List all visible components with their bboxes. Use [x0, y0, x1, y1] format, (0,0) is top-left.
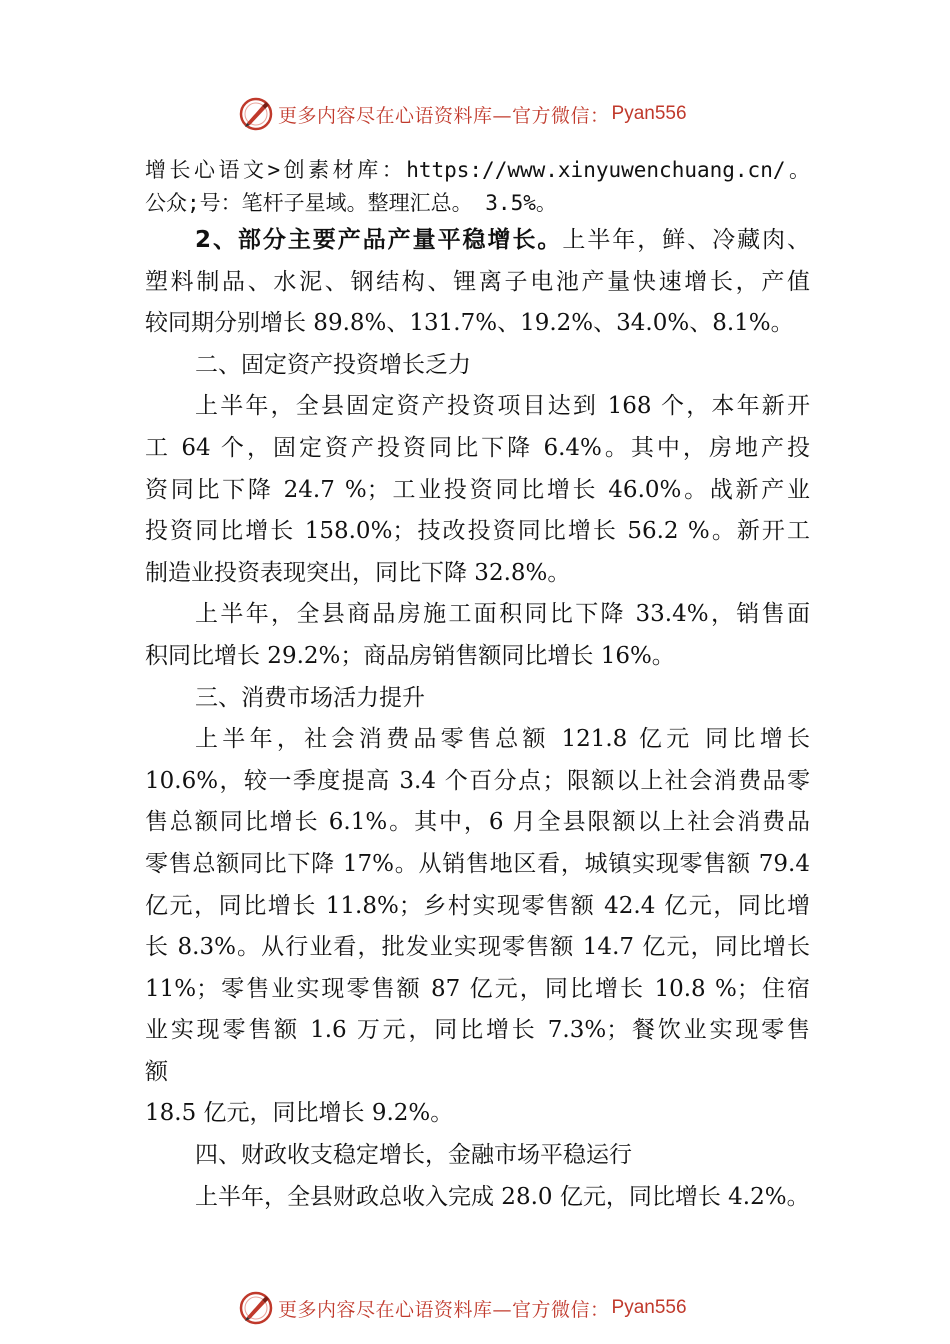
text-line: 塑料制品、水泥、钢结构、锂离子电池产量快速增长，产值: [145, 268, 810, 295]
text-line: 工 64 个，固定资产投资同比下降 6.4%。其中，房地产投: [145, 434, 810, 461]
header-wechat-id: Pyan556: [611, 103, 687, 124]
section-heading: 三、消费市场活力提升: [195, 684, 425, 711]
document-body: [145, 154, 810, 1218]
header-banner: [238, 94, 758, 134]
text-line: 上半年，社会消费品零售总额 121.8 亿元 同比增长: [195, 726, 810, 753]
text-line: [145, 220, 810, 262]
text-line: 业实现零售额 1.6 万元，同比增长 7.3%；餐饮业实现零售: [145, 1017, 810, 1044]
text-line: 18.5 亿元，同比增长 9.2%。: [145, 1100, 454, 1127]
text-line: 上半年，全县财政总收入完成 28.0 亿元，同比增长 4.2%。: [195, 1183, 810, 1210]
pen-logo-icon: [238, 96, 274, 132]
text-line: 投资同比增长 158.0%；技改投资同比增长 56.2 %。新开工: [145, 518, 810, 545]
footer-banner: [238, 1288, 758, 1328]
section-heading: 二、固定资产投资增长乏力: [195, 351, 471, 378]
text-line: 上半年，全县商品房施工面积同比下降 33.4%，销售面: [195, 601, 810, 628]
section-heading: 四、财政收支稳定增长，金融市场平稳运行: [195, 1142, 632, 1169]
text-line: 积同比增长 29.2%；商品房销售额同比增长 16%。: [145, 642, 675, 669]
text-line: 长 8.3%。从行业看，批发业实现零售额 14.7 亿元，同比增长: [145, 934, 810, 961]
text-line: 制造业投资表现突出，同比下降 32.8%。: [145, 559, 571, 586]
text-line: 11%；零售业实现零售额 87 亿元，同比增长 10.8 %；住宿: [145, 975, 810, 1002]
text-line: 公众;号：笔杆子星域。整理汇总。 3.5%。: [145, 191, 557, 215]
header-banner-text: 更多内容尽在心语资料库—官方微信：: [278, 104, 610, 127]
text-line: 售总额同比增长 6.1%。其中，6 月全县限额以上社会消费品: [145, 809, 810, 836]
text-line: 资同比下降 24.7 %；工业投资同比增长 46.0%。战新产业: [145, 476, 810, 503]
text-line: 零售总额同比下降 17%。从销售地区看，城镇实现零售额 79.4: [145, 850, 810, 877]
footer-banner-text: 更多内容尽在心语资料库—官方微信：: [278, 1298, 610, 1321]
text-line: 亿元，同比增长 11.8%；乡村实现零售额 42.4 亿元，同比增: [145, 892, 810, 919]
section-heading: 2、部分主要产品产量平稳增长。: [195, 227, 563, 253]
text-line: 10.6%，较一季度提高 3.4 个百分点；限额以上社会消费品零: [145, 767, 810, 794]
pen-logo-icon: [238, 1290, 274, 1326]
footer-wechat-id: Pyan556: [611, 1297, 687, 1318]
text-span: 上半年，鲜、冷藏肉、: [562, 227, 810, 253]
text-line: 增长心语文>创素材库：https://www.xinyuwenchuang.cn/。: [145, 158, 810, 182]
text-line: 较同期分别增长 89.8%、131.7%、19.2%、34.0%、8.1%。: [145, 310, 794, 337]
text-line: 上半年，全县固定资产投资项目达到 168 个，本年新开: [195, 393, 810, 420]
text-line: 额: [145, 1058, 168, 1085]
